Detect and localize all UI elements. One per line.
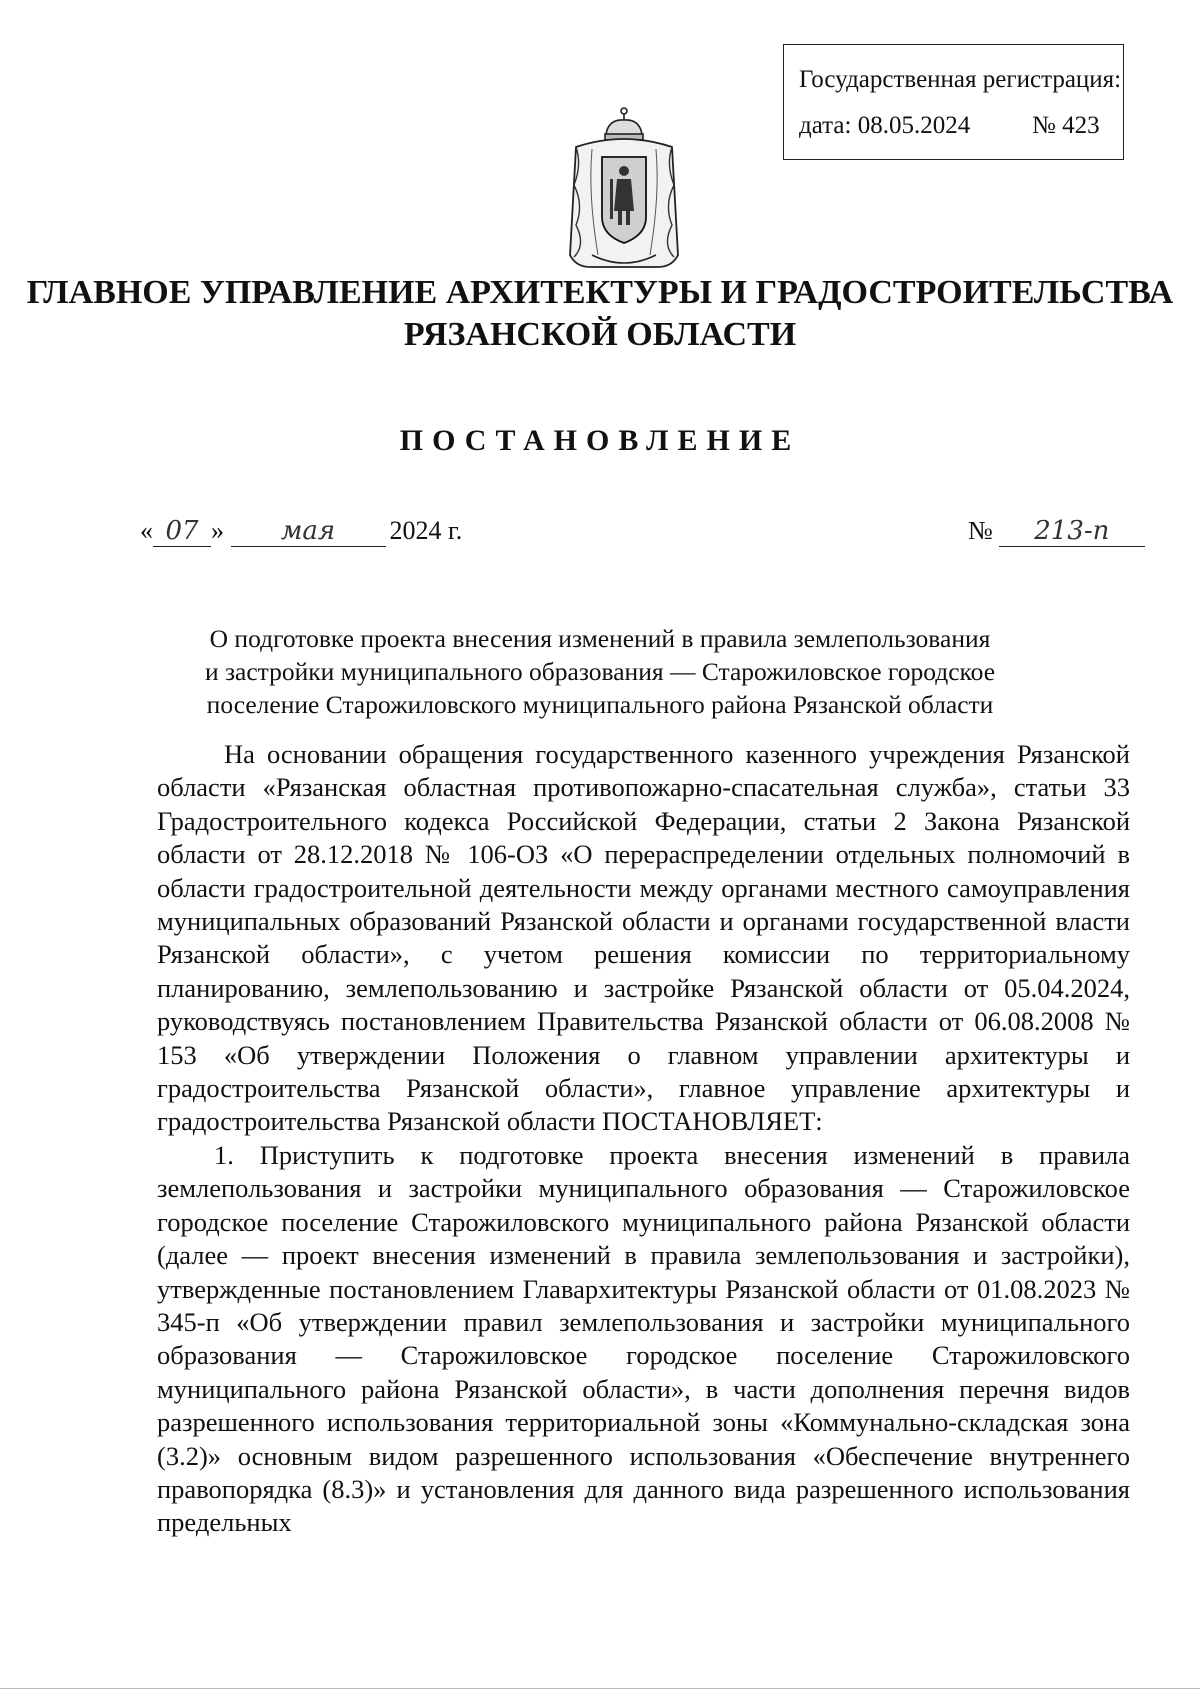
registration-stamp (783, 44, 1124, 160)
organization-line-1: ГЛАВНОЕ УПРАВЛЕНИЕ АРХИТЕКТУРЫ И ГРАДОСТРОИТЕЛЬСТВА (26, 274, 1174, 311)
date-year: 2024 г. (389, 516, 463, 545)
document-type-title: ПОСТАНОВЛЕНИЕ (399, 424, 801, 457)
registration-number: № 423 (1032, 112, 1100, 139)
subject-line-2: и застройки муниципального образования — Старожиловское городское (204, 657, 996, 686)
date-month-handwritten: мая (231, 516, 386, 547)
organization-name (0, 272, 1200, 356)
document-number-handwritten: 213-п (999, 516, 1145, 547)
document-number-label: № (968, 516, 993, 545)
subject-line-1: О подготовке проекта внесения изменений в правила землепользования (209, 624, 991, 653)
body-paragraph-2: 1. Приступить к подготовке проекта внесения изменений в правила землепользования и застройки муниципального образования — Старожиловское городское поселение Старожиловского муниципального района Рязанской области (далее — проект внесения изменений в правила землепользования и застройки), утвержденные постановлением Главархитектуры Рязанской области от 01.08.2023 № 345-п «Об утверждении правил землепользования и застройки муниципального образования — Старожиловское городское поселение Старожиловского муниципального района Рязанской области», в части дополнения перечня видов разрешенного использования территориальной зоны «Коммунально-складская зона (3.2)» основным видом разрешенного использования «Обеспечение внутреннего правопорядка (8.3)» и установления для данного вида разрешенного использования предельных (157, 1139, 1130, 1538)
date-close-quote: » (211, 516, 224, 545)
body-paragraph-1: На основании обращения государственного казенного учреждения Рязанской области «Рязанская областная противопожарно-спасательная служба», статьи 33 Градостроительного кодекса Российской Федерации, статьи 2 Закона Рязанской области от 28.12.2018 № 106-ОЗ «О перераспределении отдельных полномочий в области градостроительной деятельности между органами местного самоуправления муниципальных образований Рязанской области и органами государственной власти Рязанской области», с учетом решения комиссии по территориальному планированию, землепользованию и застройке Рязанской области от 05.04.2024, руководствуясь постановлением Правительства Рязанской области от 06.08.2008 № 153 «Об утверждении Положения о главном управлении архитектуры и градостроительства Рязанской области», главное управление архитектуры и градостроительства Рязанской области ПОСТАНОВЛЯЕТ: (157, 739, 1130, 1137)
document-body (157, 738, 1130, 1540)
page-bottom-edge (0, 1688, 1200, 1689)
registration-date: дата: 08.05.2024 (799, 112, 971, 139)
document-date (140, 516, 462, 547)
subject-line-3: поселение Старожиловского муниципального района Рязанской области (206, 690, 994, 719)
date-day-handwritten: 07 (153, 516, 211, 547)
coat-of-arms-icon (562, 105, 686, 275)
date-open-quote: « (140, 516, 153, 545)
document-number (968, 516, 1145, 547)
organization-line-2: РЯЗАНСКОЙ ОБЛАСТИ (403, 316, 797, 353)
document-subject (160, 622, 1040, 721)
registration-title: Государственная регистрация: (799, 66, 1122, 93)
